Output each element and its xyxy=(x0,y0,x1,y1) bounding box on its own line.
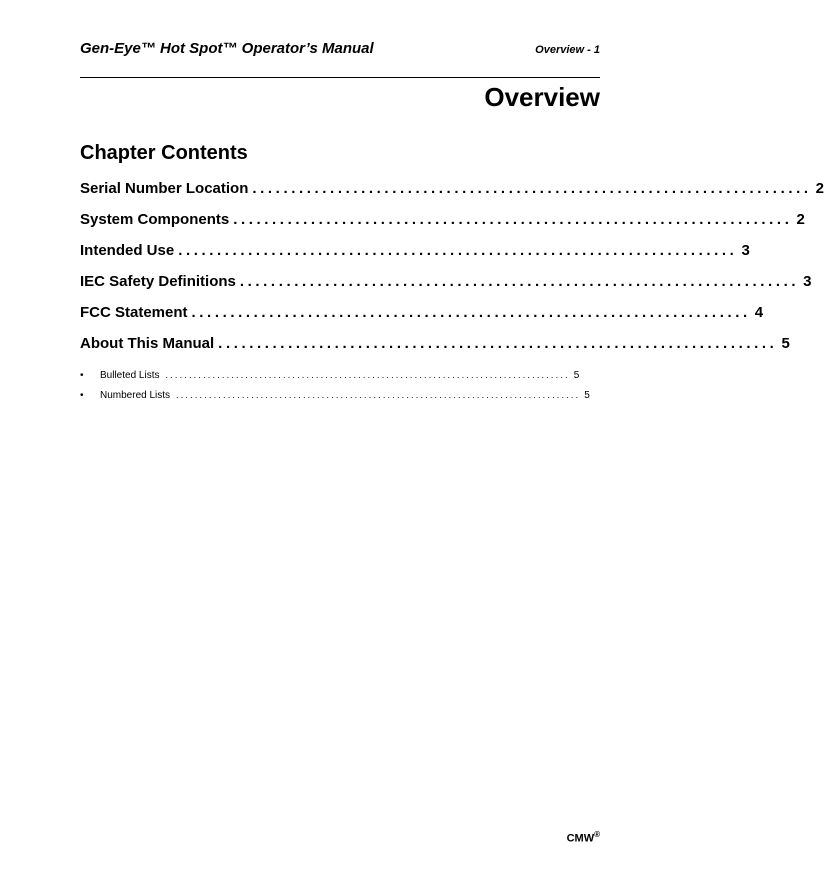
toc-entry-page: 3 xyxy=(803,273,812,290)
toc-entry[interactable] xyxy=(80,304,764,335)
bullet-icon: • xyxy=(80,390,84,401)
toc-entry[interactable] xyxy=(80,273,812,304)
dot-leader: ........................................................................ xyxy=(252,180,812,197)
dot-leader: ........................................................................ xyxy=(191,304,751,321)
toc-entry-page: 4 xyxy=(754,304,764,321)
toc-sub-entry-label: Numbered Lists xyxy=(100,390,171,401)
dot-leader: ........................................................................ xyxy=(218,335,778,352)
toc-sub-entry-label: Bulleted Lists xyxy=(100,370,160,381)
toc-entry-label: About This Manual xyxy=(80,335,215,352)
toc-sub-entry-page: 5 xyxy=(584,390,590,401)
toc-entry-label: System Components xyxy=(80,211,230,228)
toc-entry[interactable] xyxy=(80,211,805,242)
toc-entry-page: 2 xyxy=(815,180,824,197)
table-of-contents xyxy=(80,180,824,366)
toc-entry-page: 5 xyxy=(781,335,790,352)
toc-sub-entry[interactable] xyxy=(80,390,590,410)
toc-entry[interactable] xyxy=(80,242,750,273)
toc-entry[interactable] xyxy=(80,180,824,211)
header-divider xyxy=(80,77,600,78)
contents-heading: Chapter Contents xyxy=(80,142,248,164)
chapter-title: Overview xyxy=(484,82,600,112)
footer-brand-name: CMW xyxy=(566,832,595,845)
toc-sub-entry[interactable] xyxy=(80,370,580,390)
toc-entry-label: IEC Safety Definitions xyxy=(80,273,236,290)
dot-leader: ........................................................................ xyxy=(239,273,800,290)
toc-entry-label: Serial Number Location xyxy=(80,180,249,197)
dot-leader: ........................................................................ xyxy=(233,211,793,228)
toc-entry-page: 2 xyxy=(796,211,805,228)
toc-entry-page: 3 xyxy=(741,242,750,259)
running-header-title: Gen-Eye™ Hot Spot™ Operator’s Manual xyxy=(80,40,374,57)
toc-entry[interactable] xyxy=(80,335,790,366)
toc-entry-label: FCC Statement xyxy=(80,304,188,321)
toc-sub-entry-page: 5 xyxy=(573,370,580,381)
registered-mark: ® xyxy=(594,830,600,839)
bullet-icon: • xyxy=(80,370,84,381)
dot-leader: ...................................................................................... xyxy=(176,390,581,400)
dot-leader: ...................................................................................... xyxy=(165,370,570,380)
running-header-page-ref: Overview - 1 xyxy=(535,44,600,56)
toc-entry-label: Intended Use xyxy=(80,242,175,259)
toc-sub-list xyxy=(80,370,590,410)
dot-leader: ........................................................................ xyxy=(178,242,738,259)
footer-brand xyxy=(567,830,600,845)
